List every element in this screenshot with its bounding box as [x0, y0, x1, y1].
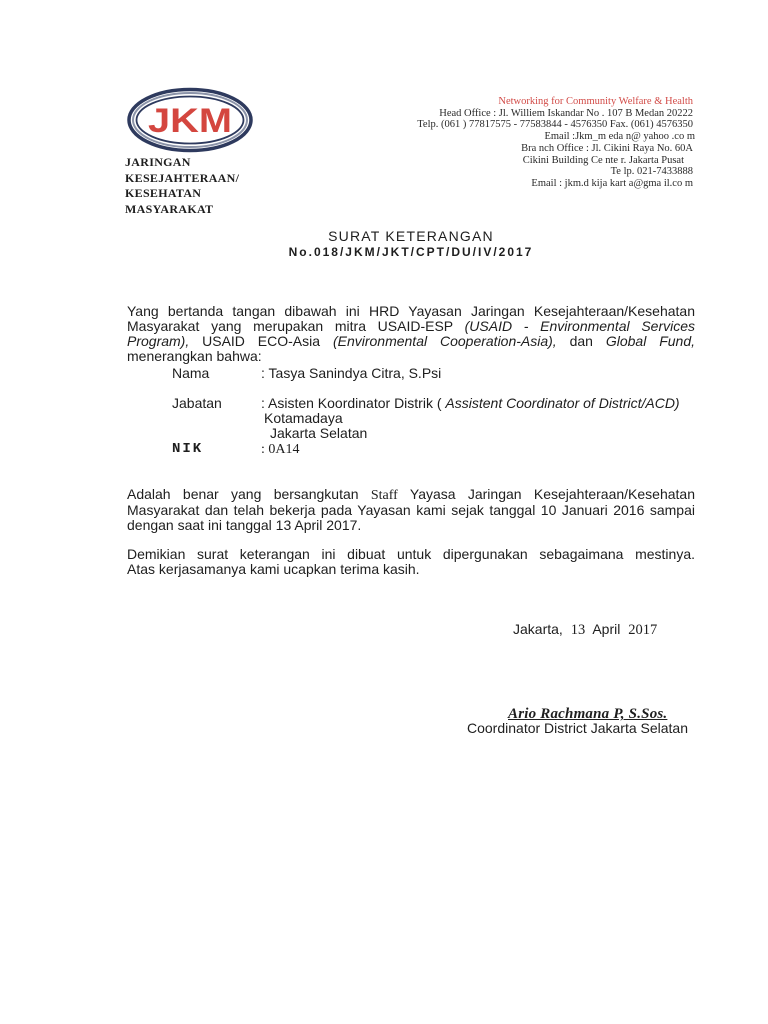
jkm-logo-icon — [126, 87, 254, 153]
letter-number: No.018/JKM/JKT/CPT/DU/IV/2017 — [288, 245, 534, 259]
field-label-nik: NIK — [172, 441, 204, 457]
paragraph-text: dan — [569, 333, 593, 349]
letterhead-contact — [417, 96, 693, 190]
paragraph-line: Masyarakat dan telah bekerja pada Yayasan kami sejak tanggal 10 Januari 2016 sampai — [127, 502, 695, 518]
paragraph-line: Demikian surat keterangan ini dibuat untuk dipergunakan sebagaimana mestinya. — [127, 546, 695, 562]
intro-paragraph — [127, 304, 695, 364]
paragraph-line: menerangkan bahwa: — [127, 348, 262, 364]
branch-office-email: Email : jkm.d kija kart a@gma il.co m — [531, 177, 693, 189]
signatory-position: Coordinator District Jakarta Selatan — [467, 720, 688, 736]
closing-paragraph — [127, 547, 695, 577]
paragraph-italic-text: (USAID - Environmental Services — [464, 318, 696, 334]
logo-lettering: JKM — [148, 102, 232, 140]
paragraph-line — [127, 319, 695, 334]
letterhead-tagline: Networking for Community Welfare & Health — [498, 96, 693, 107]
head-office-phone: Telp. (061 ) 77817575 - 77583844 - 4576350 Fax. (061) 4576350 — [417, 119, 693, 131]
branch-office-building: Cikini Building Ce nte r. Jakarta Pusat — [522, 154, 684, 166]
branch-office-address: Bra nch Office : Jl. Cikini Raya No. 60A — [521, 142, 693, 154]
paragraph-text: USAID ECO-Asia — [202, 333, 321, 349]
statement-paragraph — [127, 487, 695, 533]
field-value-jabatan — [261, 396, 680, 411]
organization-name — [125, 155, 239, 217]
field-label-jabatan: Jabatan — [172, 395, 222, 411]
field-label-nama: Nama — [172, 365, 210, 381]
paragraph-text: Adalah benar yang bersangkutan — [127, 486, 359, 502]
head-office-address: Head Office : Jl. Williem Iskandar No . 107 B Medan 20222 — [439, 107, 693, 119]
paragraph-italic-text: (Environmental Cooperation-Asia), — [332, 333, 557, 349]
jabatan-english-text: Assistent Coordinator of District/ACD) — [445, 395, 680, 411]
organization-name-line: JARINGAN — [125, 155, 191, 169]
field-value-jabatan-line3: Jakarta Selatan — [270, 425, 368, 441]
field-value-nik: : 0A14 — [261, 442, 300, 457]
paragraph-line — [127, 334, 695, 349]
paragraph-line: Atas kerjasamanya kami ucapkan terima kasih. — [127, 561, 420, 577]
paragraph-italic-text: Program), — [127, 333, 190, 349]
head-office-email: Email :Jkm_m eda n@ yahoo .co m — [544, 131, 695, 143]
signatory-name: Ario Rachmana P, S.Sos. — [508, 706, 668, 722]
paragraph-text: Masyarakat yang merupakan mitra USAID-ESP — [127, 318, 453, 334]
date-year: 2017 — [628, 622, 658, 638]
paragraph-line: Yang bertanda tangan dibawah ini HRD Yayasan Jaringan Kesejahteraan/Kesehatan — [127, 303, 695, 319]
field-value-jabatan-line2: Kotamadaya — [264, 410, 343, 426]
organization-name-line: KESEJAHTERAAN/ — [125, 170, 240, 185]
branch-office-phone: Te lp. 021-7433888 — [610, 166, 693, 178]
date-city: Jakarta, — [513, 621, 563, 637]
date-day: 13 — [570, 622, 586, 638]
field-value-nama: : Tasya Sanindya Citra, S.Psi — [261, 365, 442, 381]
letter-date — [513, 622, 657, 638]
paragraph-line — [127, 487, 695, 503]
paragraph-italic-text: Global Fund, — [605, 333, 695, 349]
paragraph-line: dengan saat ini tanggal 13 April 2017. — [127, 517, 362, 533]
organization-name-line: KESEHATAN — [125, 186, 202, 201]
paragraph-text: Yayasa Jaringan Kesejahteraan/Kesehatan — [409, 486, 695, 502]
letter-title: SURAT KETERANGAN — [328, 228, 494, 244]
jabatan-text: : Asisten Koordinator Distrik ( — [261, 395, 442, 411]
letter-heading — [127, 228, 695, 260]
organization-name-line: MASYARAKAT — [125, 201, 214, 216]
paragraph-serif-text: Staff — [370, 488, 398, 503]
date-month: April — [592, 621, 621, 637]
